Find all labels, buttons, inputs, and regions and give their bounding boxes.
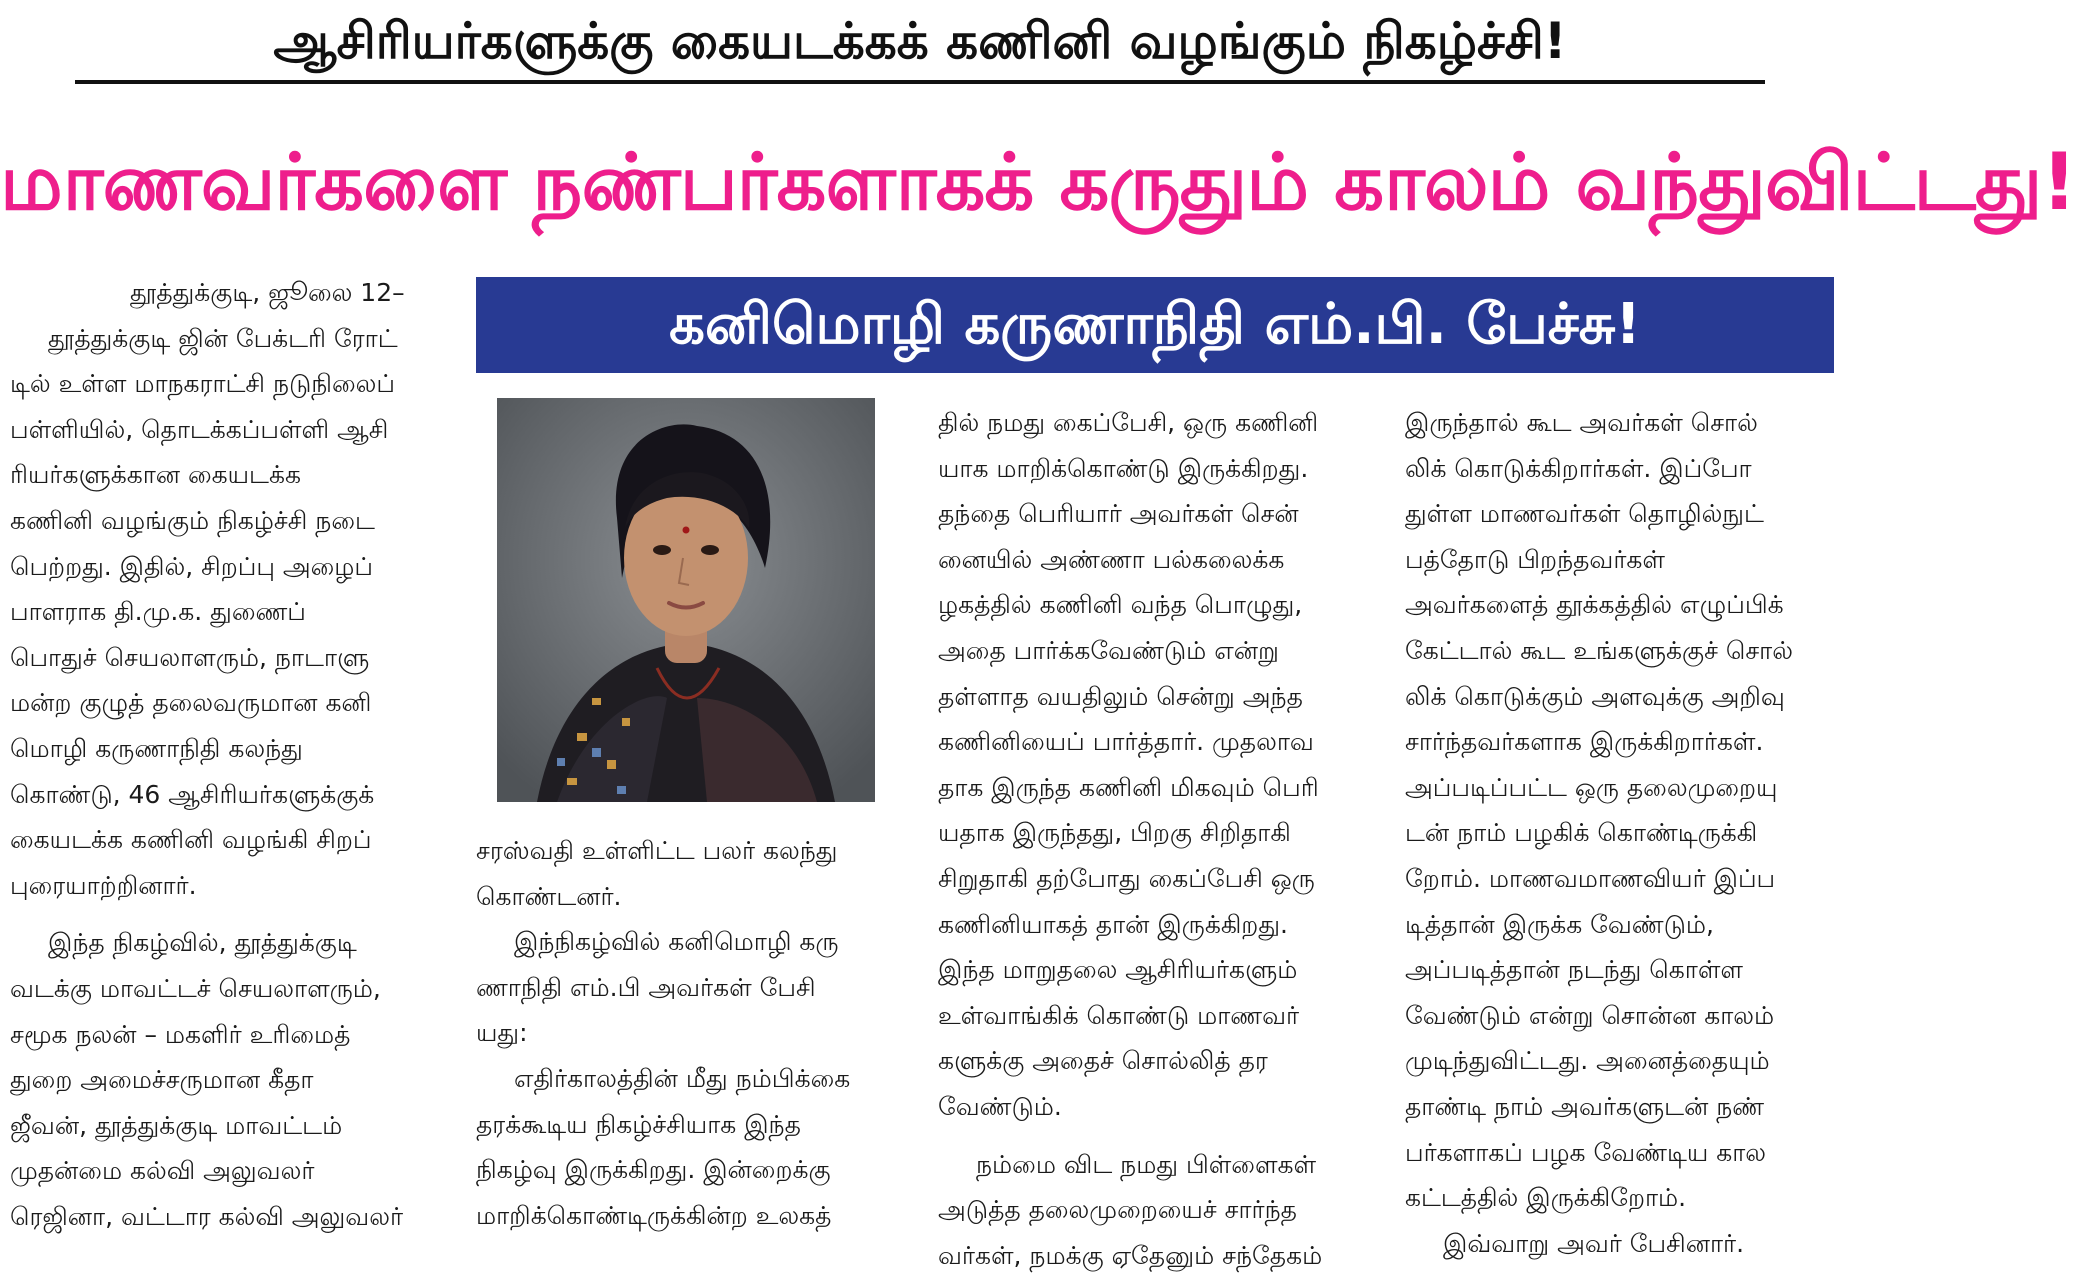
text-line: டித்தான் இருக்க வேண்டும், [1405,909,1714,939]
text-line: மாறிக்கொண்டிருக்கின்ற உலகத் [476,1200,832,1230]
text-line: தரக்கூடிய நிகழ்ச்சியாக இந்த [476,1109,801,1139]
text-line: சமூக நலன் – மகளிர் உரிமைத் [10,1019,351,1049]
text-line: நிகழ்வு இருக்கிறது. இன்றைக்கு [476,1155,831,1185]
text-line: டன் நாம் பழகிக் கொண்டிருக்கி [1405,818,1758,848]
text-line: பொதுச் செயலாளரும், நாடாளு [10,642,370,672]
text-line: னையில் அண்ணா பல்கலைக்க [938,544,1285,574]
text-line: தள்ளாத வயதிலும் சென்று அந்த [938,681,1303,711]
text-line: அதை பார்க்கவேண்டும் என்று [938,635,1279,665]
text-line: வேண்டும். [938,1091,1062,1121]
text-line: புரையாற்றினார். [10,870,197,900]
article-column-4 [1405,400,1835,1266]
text-line: இந்த நிகழ்வில், தூத்துக்குடி [48,928,357,958]
text-line: பத்தோடு பிறந்தவர்கள் [1405,544,1665,574]
text-line: பள்ளியில், தொடக்கப்பள்ளி ஆசி [10,414,389,444]
text-line: யது: [476,1018,528,1048]
text-line: இவ்வாறு அவர் பேசினார். [1443,1228,1745,1258]
text-line: களுக்கு அதைச் சொல்லித் தர [938,1046,1268,1076]
text-line: தாண்டி நாம் அவர்களுடன் நண் [1405,1091,1765,1121]
text-line: பர்களாகப் பழக வேண்டிய கால [1405,1137,1767,1167]
text-line: சிறுதாகி தற்போது கைப்பேசி ஒரு [938,863,1315,893]
text-line: லிக் கொடுக்கும் அளவுக்கு அறிவு [1405,681,1785,711]
text-line: முடிந்துவிட்டது. அனைத்தையும் [1405,1046,1770,1076]
text-line: ணாநிதி எம்.பி அவர்கள் பேசி [476,972,816,1002]
portrait-photo [497,398,875,802]
text-line: பெற்றது. இதில், சிறப்பு அழைப் [10,551,374,581]
text-line: இந்நிகழ்வில் கனிமொழி கரு [514,927,839,957]
text-line: கொண்டனர். [476,881,622,911]
article-column-2 [476,828,906,1238]
main-headline: மாணவர்களை நண்பர்களாகக் கருதும் காலம் வந்துவிட்டது! [0,138,2076,228]
text-line: தில் நமது கைப்பேசி, ஒரு கணினி [938,408,1319,437]
article-column-3 [938,400,1368,1278]
text-line: கொண்டு, 46 ஆசிரியர்களுக்குக் [10,779,375,809]
text-line: கேட்டால் கூட உங்களுக்குச் சொல் [1405,635,1794,665]
text-line: யதாக இருந்தது, பிறகு சிறிதாகி [938,818,1291,848]
text-line: றோம். மாணவமாணவியர் இப்ப [1405,863,1776,893]
kicker-underline [75,80,1765,84]
text-line: டில் உள்ள மாநகராட்சி நடுநிலைப் [10,369,396,399]
kicker-headline: ஆசிரியர்களுக்கு கையடக்கக் கணினி வழங்கும் நிகழ்ச்சி! [273,12,1567,70]
text-line: ஜீவன், தூத்துக்குடி மாவட்டம் [10,1110,343,1140]
subheading-banner: கனிமொழி கருணாநிதி எம்.பி. பேச்சு! [476,277,1834,373]
text-line: யாக மாறிக்கொண்டு இருக்கிறது. [938,453,1309,483]
text-line: கட்டத்தில் இருக்கிறோம். [1405,1183,1687,1213]
text-line: முதன்மை கல்வி அலுவலர் [10,1156,315,1186]
text-line: நம்மை விட நமது பிள்ளைகள் [976,1149,1317,1179]
text-line: ரியர்களுக்கான கையடக்க [10,460,301,490]
text-line: எதிர்காலத்தின் மீது நம்பிக்கை [514,1063,851,1093]
text-line: தந்தை பெரியார் அவர்கள் சென் [938,499,1299,529]
text-line: கையடக்க கணினி வழங்கி சிறப் [10,825,372,855]
text-line: அடுத்த தலைமுறையைச் சார்ந்த [938,1195,1297,1225]
text-line: ழகத்தில் கணினி வந்த பொழுது, [938,590,1303,620]
dateline: தூத்துக்குடி, ஜூலை 12– [130,278,405,307]
text-line: கணினியாகத் தான் இருக்கிறது. [938,909,1288,939]
text-line: அப்படிப்பட்ட ஒரு தலைமுறையு [1405,772,1778,802]
text-line: சார்ந்தவர்களாக இருக்கிறார்கள். [1405,727,1764,757]
text-line: லிக் கொடுக்கிறார்கள். இப்போ [1405,453,1752,483]
text-line: உள்வாங்கிக் கொண்டு மாணவர் [938,1000,1300,1030]
text-line: சரஸ்வதி உள்ளிட்ட பலர் கலந்து [476,836,838,865]
text-line: துள்ள மாணவர்கள் தொழில்நுட் [1405,499,1764,529]
article-column-1 [10,270,442,1239]
text-line: மொழி கருணாநிதி கலந்து [10,733,303,763]
text-line: தாக இருந்த கணினி மிகவும் பெரி [938,772,1319,802]
text-line: இருந்தால் கூட அவர்கள் சொல் [1405,408,1758,437]
text-line: மன்ற குழுத் தலைவருமான கனி [10,688,372,718]
text-line: தூத்துக்குடி ஜின் பேக்டரி ரோட் [48,323,398,353]
text-line: கணினி வழங்கும் நிகழ்ச்சி நடை [10,505,375,535]
text-line: கணினியைப் பார்த்தார். முதலாவ [938,727,1314,757]
text-line: அப்படித்தான் நடந்து கொள்ள [1405,955,1743,985]
text-line: இந்த மாறுதலை ஆசிரியர்களும் [938,955,1298,985]
text-line: பாளராக தி.மு.க. துணைப் [10,597,306,627]
text-line: வேண்டும் என்று சொன்ன காலம் [1405,1000,1775,1030]
text-line: துறை அமைச்சருமான கீதா [10,1065,314,1095]
text-line: வடக்கு மாவட்டச் செயலாளரும், [10,973,381,1003]
text-line: அவர்களைத் தூக்கத்தில் எழுப்பிக் [1405,590,1784,620]
text-line: ரெஜினா, வட்டார கல்வி அலுவலர் [10,1201,404,1231]
text-line: வர்கள், நமக்கு ஏதேனும் சந்தேகம் [938,1240,1323,1270]
